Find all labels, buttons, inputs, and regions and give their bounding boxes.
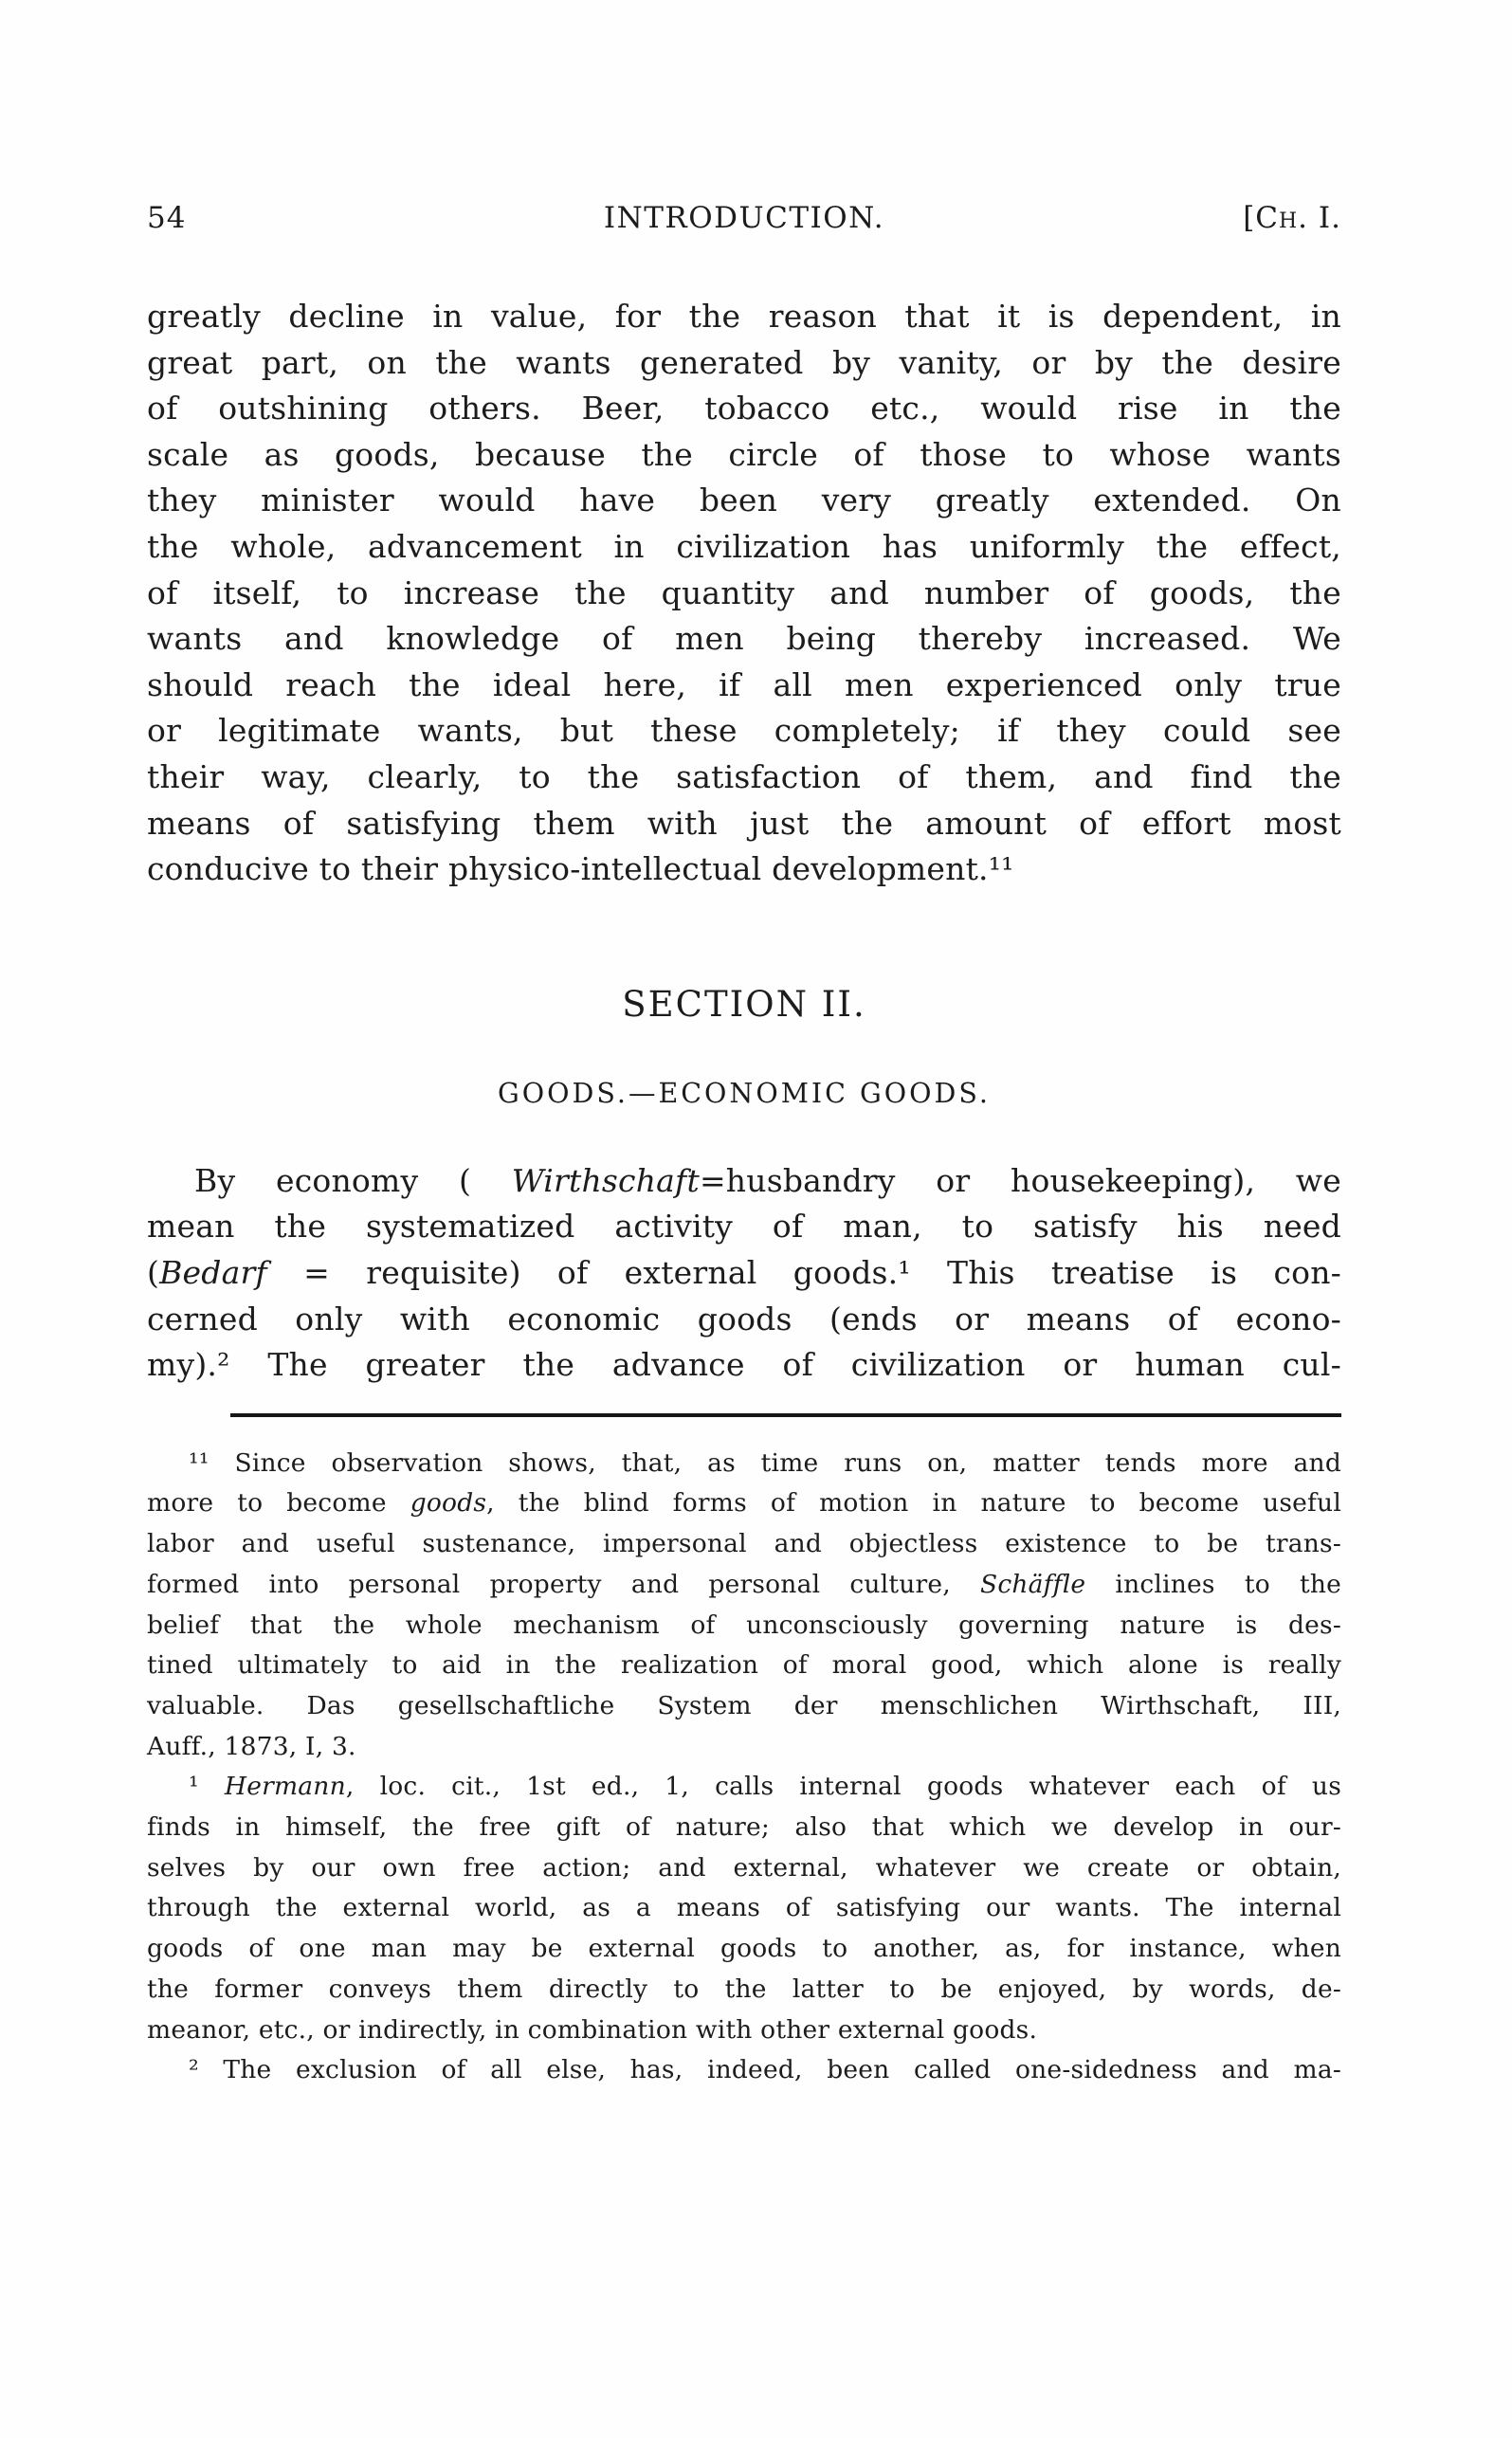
text-line: meanor, etc., or indirectly, in combination with other external goods. [147, 2014, 1038, 2045]
body-paragraph-1 [147, 294, 1341, 893]
text-line: (Bedarf = requisite) of external goods.¹ This treatise is con- [147, 1253, 1341, 1291]
text-line: conducive to their physico-intellectual development.¹¹ [147, 850, 1014, 888]
text-line: finds in himself, the free gift of nature; also that which we develop in our- [147, 1812, 1341, 1843]
text-line: means of satisfying them with just the amount of effort most [147, 804, 1341, 842]
text-line: cerned only with economic goods (ends or means of econo- [147, 1300, 1341, 1337]
text-line: formed into personal property and personal culture, Schäffle inclines to the [147, 1569, 1341, 1599]
body-paragraph-2 [147, 1158, 1341, 1389]
text-line: By economy ( Wirthschaft=husbandry or housekeeping), we [194, 1161, 1341, 1199]
text-line: Auff., 1873, I, 3. [147, 1731, 356, 1761]
text-line: belief that the whole mechanism of unconsciously governing nature is des- [147, 1610, 1341, 1640]
text-line: the whole, advancement in civilization has uniformly the effect, [147, 527, 1341, 565]
footnotes-section [147, 1444, 1341, 2091]
text-line: greatly decline in value, for the reason that it is dependent, in [147, 298, 1341, 335]
footnote-separator-rule [230, 1413, 1341, 1417]
text-line: the former conveys them directly to the latter to be enjoyed, by words, de- [147, 1974, 1341, 2004]
text-line: goods of one man may be external goods to another, as, for instance, when [147, 1934, 1341, 1964]
text-line: their way, clearly, to the satisfaction of them, and find the [147, 757, 1341, 795]
section-subheading: GOODS.—ECONOMIC GOODS. [498, 1077, 991, 1109]
text-line: they minister would have been very greatly extended. On [147, 482, 1341, 519]
text-line: ¹ Hermann, loc. cit., 1st ed., 1, calls internal goods whatever each of us [189, 1772, 1341, 1802]
text-line: great part, on the wants generated by vanity, or by the desire [147, 343, 1341, 381]
text-line: through the external world, as a means of satisfying our wants. The internal [147, 1893, 1341, 1923]
text-line: of itself, to increase the quantity and number of goods, the [147, 573, 1341, 611]
footnote-2 [147, 2050, 1341, 2091]
page-content [147, 201, 1341, 2091]
text-line: mean the systematized activity of man, to satisfy his need [147, 1208, 1341, 1246]
text-line: or legitimate wants, but these completely; if they could see [147, 712, 1341, 750]
text-line: labor and useful sustenance, impersonal and objectless existence to be trans- [147, 1529, 1341, 1559]
running-head: INTRODUCTION. [603, 201, 885, 235]
text-line: tined ultimately to aid in the realization of moral good, which alone is really [147, 1650, 1341, 1681]
text-line: wants and knowledge of men being thereby increased. We [147, 620, 1341, 658]
page-header [147, 201, 1341, 239]
text-line: ¹¹ Since observation shows, that, as time runs on, matter tends more and [189, 1447, 1341, 1478]
section-heading: SECTION II. [622, 983, 866, 1025]
text-line: more to become goods, the blind forms of motion in nature to become useful [147, 1488, 1341, 1519]
page-number: 54 [147, 201, 187, 235]
text-line: ² The exclusion of all else, has, indeed, been called one-sidedness and ma- [189, 2055, 1341, 2085]
text-line: of outshining others. Beer, tobacco etc., would rise in the [147, 390, 1341, 428]
chapter-ref: [Ch. I. [1243, 201, 1341, 235]
text-line: scale as goods, because the circle of those to whose wants [147, 435, 1341, 473]
text-line: should reach the ideal here, if all men experienced only true [147, 665, 1341, 703]
footnote-1 [147, 1767, 1341, 2050]
footnote-11 [147, 1444, 1341, 1768]
text-line: selves by our own free action; and external, whatever we create or obtain, [147, 1852, 1341, 1883]
text-line: my).² The greater the advance of civilization or human cul- [147, 1346, 1341, 1384]
text-line: valuable. Das gesellschaftliche System der menschlichen Wirthschaft, III, [147, 1690, 1341, 1720]
